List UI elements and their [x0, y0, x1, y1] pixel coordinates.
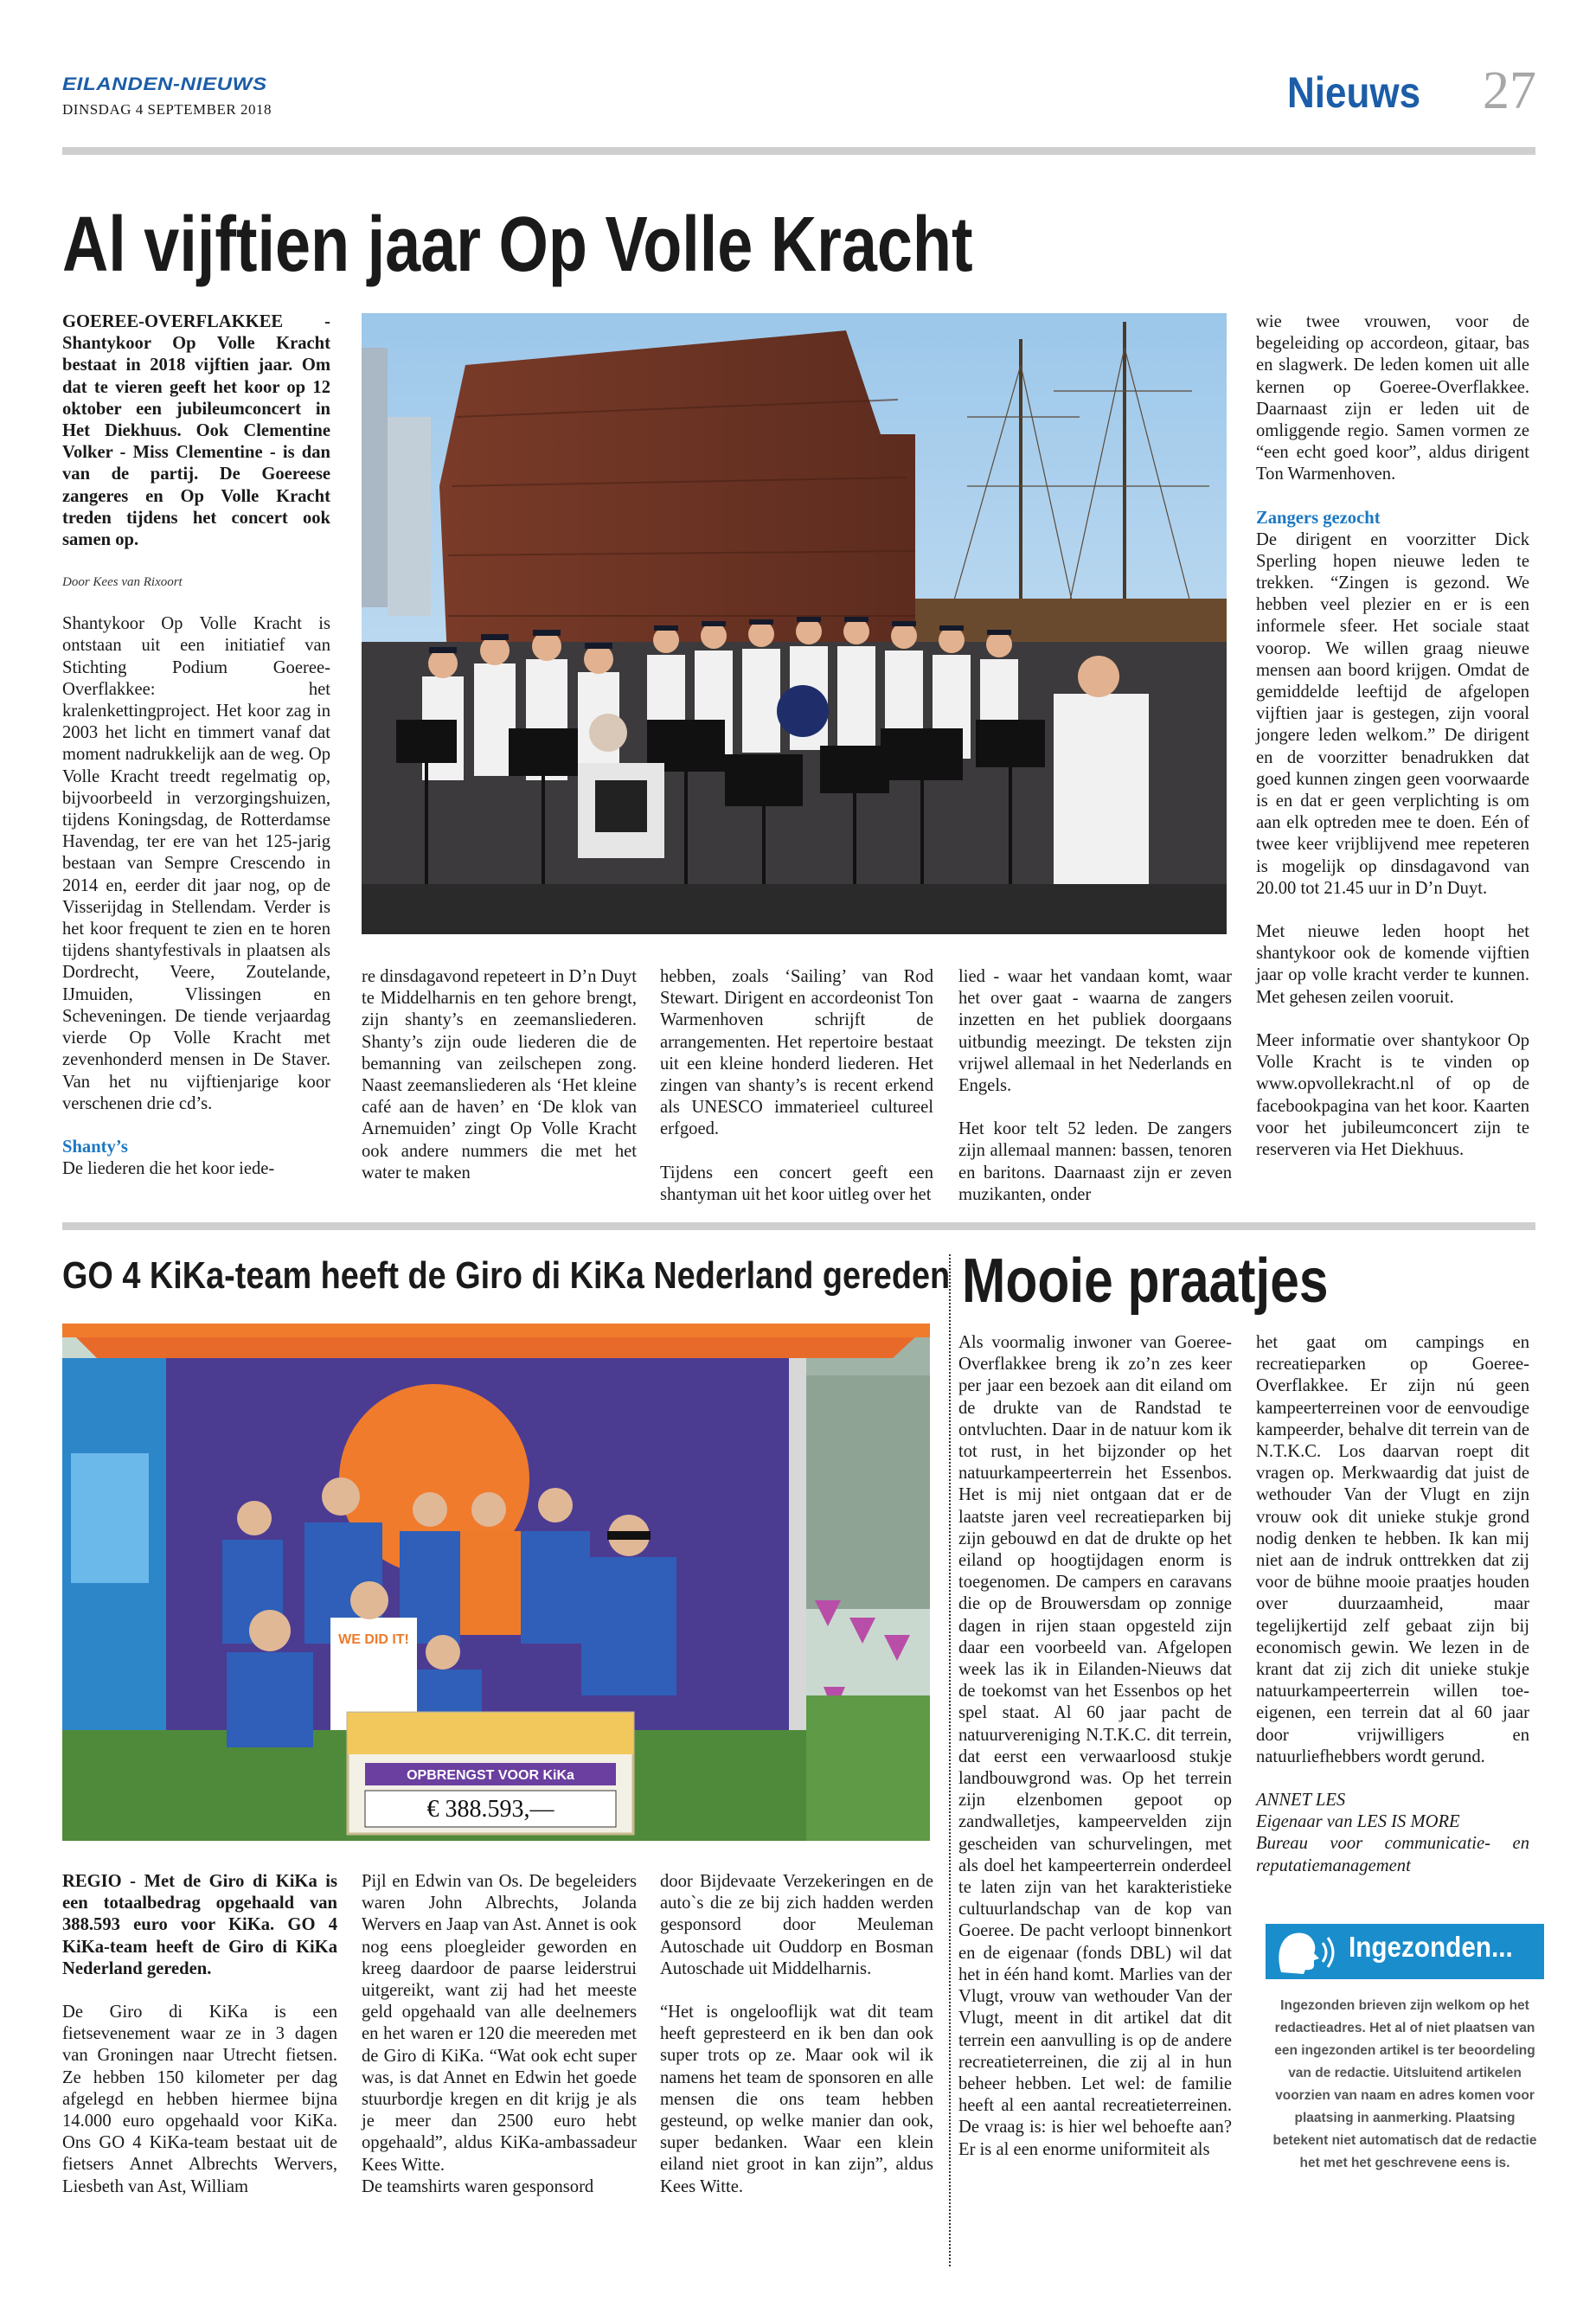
sign-amount: € 388.593,— [426, 1796, 554, 1823]
choir-photo-illustration [362, 313, 1227, 934]
article1-col3 [660, 966, 933, 1227]
choir-photo [362, 313, 1227, 934]
article3-paragraph: het gaat om campings en recreatieparken op Goeree-Overflakkee. Er zijn nú geen kampeerterreinen voor de eenvoudige kampeerder, behalve dit terrein van de N.T.K.C. Los daarvan roept dit vragen op. Merkwaardig dat juist de wethouder Van der Vlugt en zijn vrouw ook dit unieke stukje grond nodig denken te hebben. Ik kan mij niet aan de indruk onttrekken dat zij voor de bühne mooie praatjes houden over duurzaamheid, maar tegelijkertijd zelf gebaat zijn bij economisch gewin. We lezen in de krant dat zij zich dit unieke stukje natuurkampeerterrein willen toe-eigenen, een terrein dat al 60 jaar door vrijwilligers en natuurliefhebbers wordt gerund. [1256, 1333, 1529, 1766]
article1-paragraph: Het koor telt 52 leden. De zangers zijn allemaal mannen: bassen, tenoren en baritons. Daarnaast zijn er zeven muzikanten, onder [958, 1119, 1232, 1204]
article1-headline: Al vijftien jaar Op Volle Kracht [62, 202, 973, 288]
article2-col2 [362, 1871, 637, 2220]
article1-paragraph: Shantykoor Op Volle Kracht is ontstaan uit een initiatief van Stichting Podium Goeree-Overflakkee: het kralenkettingproject. Het koor zag in 2003 het licht en timmert vanaf dat moment nadrukkelijk aan de weg. Op Volle Kracht treedt regelmatig op, bijvoorbeeld in verzorgingshuizen, tijdens Koningsdag, de Rotterdamse Havendag, ter ere van het 125-jarig bestaan van Sempre Crescendo in 2014 en, eerder dit jaar nog, op de Visserijdag in Stellendam. Verder is het koor frequent te zien en te horen tijdens shantyfestivals in plaatsen als Dordrecht, Veere, Zoutelande, IJmuiden, Vlissingen en Scheveningen. De tiende verjaardag vierde Op Volle Kracht met zevenhonderd mensen in De Staver. Van het nu vijftienjarige koor verschenen drie cd’s. [62, 614, 330, 1113]
page-number: 27 [1483, 61, 1536, 120]
section-title: Nieuws [1287, 68, 1421, 117]
article1-paragraph: Met nieuwe leden hoopt het shantykoor ook de komende vijftien jaar op volle kracht verder te kunnen. Met gehesen zeilen vooruit. [1256, 922, 1529, 1007]
header-rule [62, 147, 1535, 155]
article3-paragraph: Als voormalig inwoner van Goeree-Overflakkee breng ik zo’n zes keer per jaar een bezoek aan dit eiland om de drukte van de Randstad te ontvluchten. Daar in de natuur kom ik tot rust, in het bijzonder op het natuurkampeerterrein het Essenbos. Het is mij niet ontgaan dat er de laatste jaren veel recreatieparken bij zijn gebouwd en dat de drukte op het eiland op hoogtijdagen enorm is toegenomen. De campers en caravans die op de Brouwersdam op zonnige dagen in rijen staan opgesteld zijn daar een voorbeeld van. Afgelopen week las ik in Eilanden-Nieuws dat de toekomst van het Essenbos op het spel staat. Al 60 jaar pacht de natuurvereniging N.T.K.C. dit terrein, dat eerst een verwaarloosd stukje landbouwgrond was. Op het terrein zijn elzenbomen gepoot op zandwalletjes, kampeervelden zijn gescheiden van schurvelingen, met als doel het kampeerterrein onderdeel te laten zijn van het karakteristieke cultuurlandschap van de kop van Goeree. De pacht verloopt binnenkort en de eigenaar (fonds DBL) wil dat het in één hand komt. Marlies van der Vlugt, vrouw van wethouder Van der Vlugt, meent in dit artikel dat dit terrein een aanvulling is op de andere recreatieterreinen, die zij al in hun beheer hebben. Let wel: de familie heeft al een aantal recreatieterreinen. De vraag is: is hier wel behoefte aan? Er is al een enorme uniformiteit als [958, 1333, 1232, 2159]
sign-title: OPBRENGST VOOR KiKa [407, 1768, 574, 1783]
article2-headline: GO 4 KiKa-team heeft de Giro di KiKa Nederland gereden [62, 1254, 951, 1297]
article1-paragraph: re dinsdagavond repeteert in D’n Duyt te Middelharnis en ten gehore brengt, zijn shanty’s en zeemansliederen. Shanty’s zijn oude liederen die de bemanning van zeilschepen zong. Naast zeemansliederen als ‘Het kleine café aan de haven’ en ‘De klok van Arnemuiden’ zingt Op Volle Kracht ook andere nummers die met het water te maken [362, 967, 637, 1183]
article3-col1 [958, 1332, 1232, 2182]
article1-col1 [62, 311, 330, 1202]
article1-paragraph: Tijdens een concert geeft een shantyman uit het koor uitleg over het [660, 1163, 933, 1204]
kika-photo-illustration [62, 1324, 930, 1841]
article1-paragraph: De liederen die het koor iede- [62, 1158, 275, 1178]
article1-col4 [958, 966, 1232, 1227]
ingezonden-box [1266, 1924, 1544, 1979]
signature-role: Bureau voor communicatie- en reputatiemanagement [1256, 1834, 1529, 1875]
ingezonden-text: Ingezonden brieven zijn welkom op het redactieadres. Het al of niet plaatsen van een ingezonden artikel is ter beoordeling van de redactie. Uitsluitend artikelen voorzien van naam en adres komen voor plaatsing in aanmerking. Plaatsing betekent niet automatisch dat de redactie het met het geschrevene eens is. [1272, 1998, 1537, 2170]
article2-col1 [62, 1871, 337, 2220]
masthead: EILANDEN-NIEUWS [62, 74, 267, 94]
issue-date: DINSDAG 4 SEPTEMBER 2018 [62, 101, 272, 118]
article2-paragraph: Pijl en Edwin van Os. De begeleiders waren John Albrechts, Jolanda Wervers en Jaap van Ast. Annet is ook nog eens ploegleider geworden en kreeg daardoor de paarse leiderstrui uitgereikt, want zij had het meeste geld opgehaald van alle deelnemers en het waren er 120 die meereden met de Giro di KiKa. “Wat ook echt super was, is dat Annet en Edwin het goede stuurbordje kregen en dit krijg je als je meer dan 2500 euro hebt opgehaald”, aldus KiKa-ambassadeur Kees Witte. [362, 1872, 637, 2175]
article1-col2 [362, 966, 637, 1206]
article1-paragraph: De dirigent en voorzitter Dick Sperling hopen nieuwe leden te trekken. “Zingen is gezond. We hebben veel plezier en er is een informele sfeer. Het sociale staat voorop. We willen graag nieuwe mensen aan boord krijgen. Omdat de gemiddelde leeftijd de afgelopen vijftien jaar is gestegen, zijn vooral jongere leden welkom.” De dirigent en de voorzitter benadrukken dat goed kunnen zingen geen voorwaarde is en dat er geen verplichting is om aan elk optreden mee te doen. Eén of twee keer vrijblijvend mee repeteren is mogelijk op dinsdagavond van 20.00 tot 21.45 uur in D’n Duyt. [1256, 529, 1529, 898]
article1-subheading-zangers: Zangers gezocht [1256, 508, 1381, 528]
speaking-head-icon [1272, 1929, 1342, 1976]
article1-paragraph: wie twee vrouwen, voor de begeleiding op accordeon, gitaar, bas en slagwerk. De leden komen uit alle kernen op Goeree-Overflakkee. Daarnaast zijn er leden uit de omliggende regio. Samen vormen ze “een echt goed koor”, aldus dirigent Ton Warmenhoven. [1256, 312, 1529, 484]
ingezonden-title: Ingezonden... [1349, 1931, 1513, 1963]
article3-col2 [1256, 1332, 1529, 1877]
article2-paragraph: door Bijdevaate Verzekeringen en de auto`s die ze bij zich hadden werden gesponsord door Meuleman Autoschade uit Ouddorp en Bosman Autoschade uit Middelharnis. [660, 1872, 933, 1978]
article1-paragraph: Meer informatie over shantykoor Op Volle Kracht is te vinden op www.opvollekracht.nl of op de facebookpagina van het koor. Kaarten voor het jubileumconcert zijn te reserveren via Het Diekhuus. [1256, 1030, 1529, 1159]
column-separator [949, 1254, 951, 2266]
banner-text: WE DID IT! [338, 1632, 409, 1647]
article2-paragraph: De Giro di KiKa is een fietsevenement waar ze in 3 dagen van Groningen naar Utrecht fietsen. Ze hebben 150 kilometer per dag afgelegd en hebben hiermee bijna 14.000 euro opgehaald voor KiKa. Ons GO 4 KiKa-team bestaat uit de fietsers Annet Albrechts Wervers, Liesbeth van Ast, William [62, 2003, 337, 2196]
article1-col5 [1256, 311, 1529, 1183]
article1-lead: GOEREE-OVERFLAKKEE - Shantykoor Op Volle Kracht bestaat in 2018 vijftien jaar. Om dat te vieren geeft het koor op 12 oktober een jubileumconcert in Het Diekhuus. Ook Clementine Volker - Miss Clementine - is dan van de partij. De Goereese zangeres en Op Volle Kracht treden tijdens het concert ook samen op. [62, 312, 330, 550]
article2-paragraph: “Het is ongelooflijk wat dit team heeft gepresteerd en ik ben dan ook super trots op ze. Maar ook wil ik namens het team de sponsoren en alle mensen die ons team hebben gesteund, op welke manier dan ook, super bedanken. Waar een klein eiland niet groot in kan zijn”, aldus Kees Witte. [660, 2003, 933, 2196]
article3-headline: Mooie praatjes [962, 1247, 1329, 1316]
kika-team-photo [62, 1324, 930, 1841]
signature-role: Eigenaar van LES IS MORE [1256, 1812, 1460, 1832]
article2-col3 [660, 1871, 933, 2220]
section-rule [62, 1222, 1535, 1230]
article2-lead: REGIO - Met de Giro di KiKa is een totaalbedrag opgehaald van 388.593 euro voor KiKa. GO 4 KiKa-team heeft de Giro di KiKa Nederland gereden. [62, 1872, 337, 1978]
signature-name: ANNET LES [1256, 1791, 1346, 1811]
article2-paragraph: De teamshirts waren gesponsord [362, 2176, 594, 2196]
article1-byline: Door Kees van Rixoort [62, 575, 183, 590]
article1-paragraph: hebben, zoals ‘Sailing’ van Rod Stewart. Dirigent en accordeonist Ton Warmenhoven schrijft de arrangementen. Het repertoire bestaat uit een kleine honderd liederen. Het zingen van shanty’s is recent erkend als UNESCO immaterieel cultureel erfgoed. [660, 967, 933, 1139]
article1-paragraph: lied - waar het vandaan komt, waar het over gaat - waarna de zangers inzetten en het publiek doorgaans uitbundig meezingt. De teksten zijn vrijwel allemaal in het Nederlands en Engels. [958, 967, 1232, 1096]
article1-subheading-shantys: Shanty’s [62, 1137, 128, 1157]
